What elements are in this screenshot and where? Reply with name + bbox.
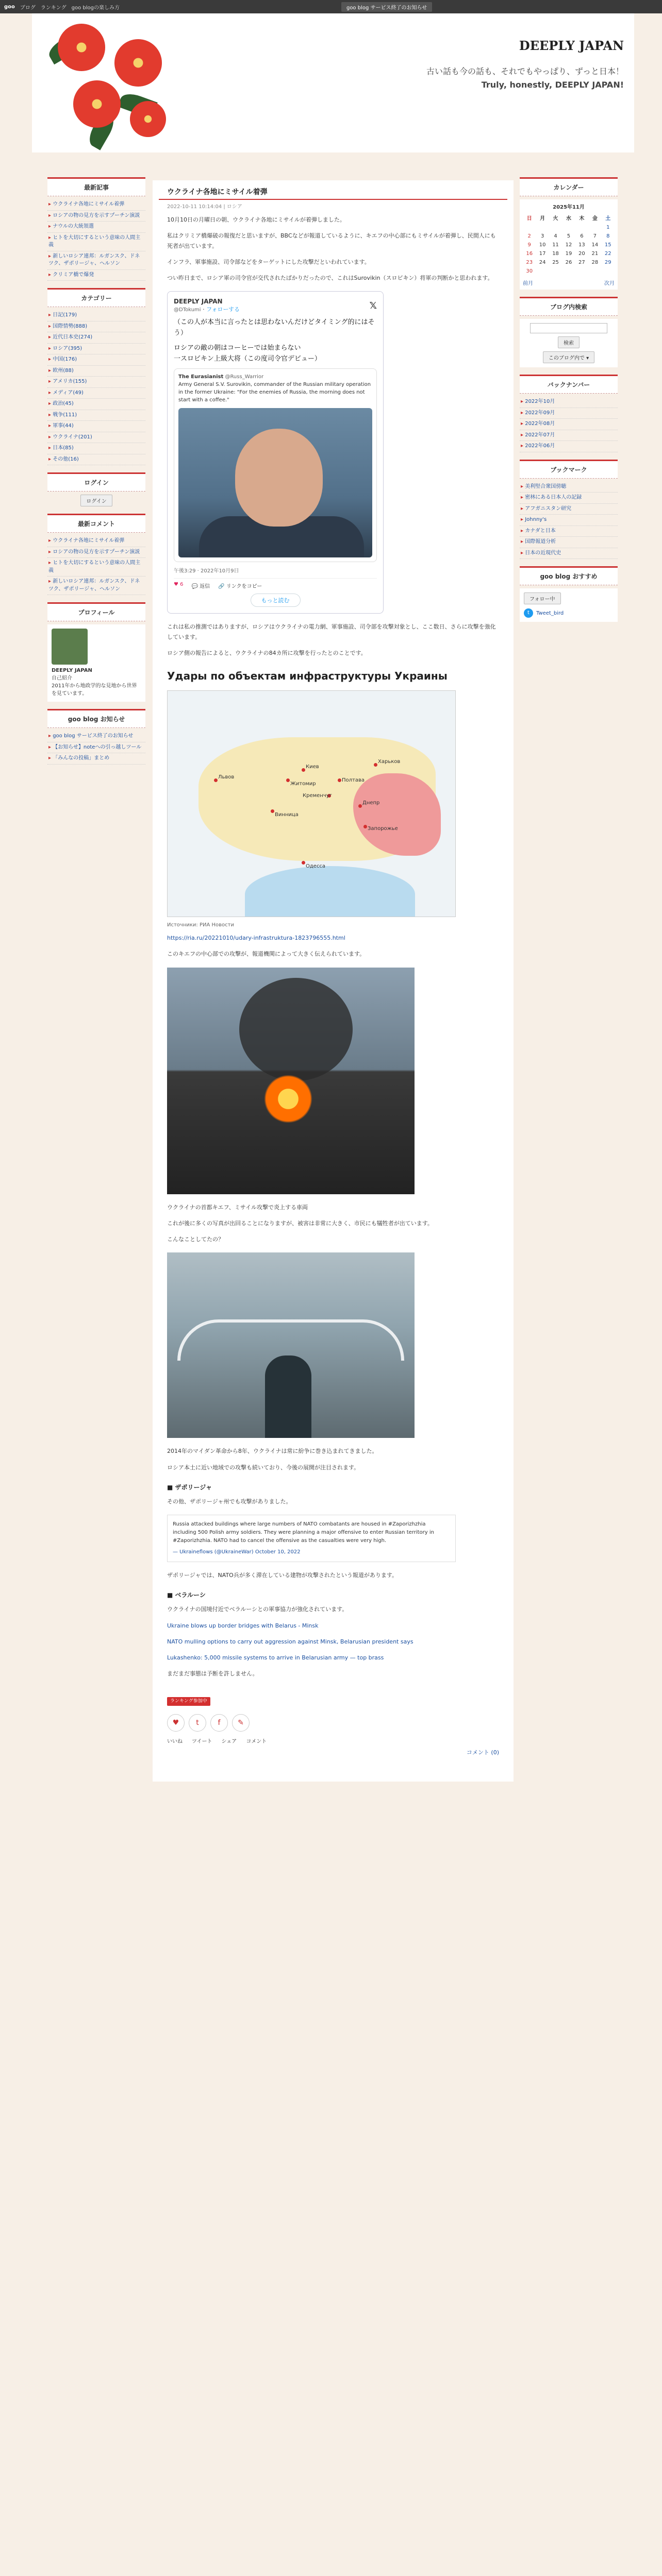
calendar-dayname: 木	[579, 216, 585, 222]
follow-button[interactable]: フォロー中	[524, 592, 561, 604]
calendar-day[interactable]: 10	[539, 242, 546, 248]
topbar-link-blog[interactable]: ブログ	[20, 5, 36, 11]
calendar-day[interactable]: 14	[591, 242, 599, 248]
calendar-day	[536, 223, 549, 232]
calendar-day[interactable]: 18	[552, 251, 559, 257]
calendar-day[interactable]: 4	[554, 233, 557, 239]
backnumber-list	[520, 397, 618, 452]
map-city-label: Одесса	[306, 863, 326, 870]
left-sidebar	[47, 170, 145, 765]
right-sidebar	[520, 170, 618, 622]
category-heading: カテゴリー	[47, 288, 145, 307]
calendar-dayname: 月	[540, 216, 545, 222]
read-more-button[interactable]: もっと読む	[251, 594, 301, 607]
map-city-label: Киев	[306, 764, 319, 770]
main-entry	[153, 180, 514, 1782]
calendar-day[interactable]: 13	[578, 242, 585, 248]
entry-paragraph: 私はクリミア橋爆破の報復だと思いますが、BBCなどが報道しているように、キエフの中心部にもミサイルが着弾し、民間人にも死者が出ています。	[167, 232, 496, 249]
calendar-prev-link[interactable]: 前月	[523, 281, 533, 286]
calendar-day	[562, 223, 575, 232]
tweet-byline[interactable]: — Ukraineflows (@UkraineWar) October 10, 2022	[173, 1549, 301, 1555]
calendar-day[interactable]: 29	[604, 260, 611, 265]
comment-icon[interactable]: ✎	[232, 1714, 250, 1732]
goo-news-item[interactable]: ▸ 「みんなの投稿」まとめ	[47, 753, 145, 765]
category-item[interactable]: ▸ ウクライナ(201)	[47, 432, 145, 444]
backnumber-item[interactable]: ▸ 2022年10月	[520, 397, 618, 408]
bookmark-item[interactable]: ▸ 国際報道分析	[520, 537, 618, 548]
calendar-day	[588, 223, 601, 232]
bookmark-item[interactable]: ▸ 日本の近現代史	[520, 548, 618, 560]
twitter-link[interactable]: Tweet_bird	[536, 610, 564, 616]
map-city-label: Львов	[218, 774, 235, 781]
recent-post-item[interactable]: ▸ クリミア橋で爆発	[47, 270, 145, 281]
calendar	[520, 199, 618, 290]
goo-logo[interactable]: goo	[4, 4, 15, 10]
category-item[interactable]: ▸ メディア(49)	[47, 388, 145, 399]
backnumber-item[interactable]: ▸ 2022年09月	[520, 408, 618, 419]
entry-paragraph: 2014年のマイダン革命から8年、ウクライナは常に紛争に巻き込まれてきました。	[167, 1448, 378, 1455]
share-icon[interactable]: f	[210, 1714, 228, 1732]
search-scope-select[interactable]	[543, 351, 594, 363]
reply-label: 返信	[200, 584, 210, 590]
map-city-label: Житомир	[290, 781, 316, 787]
calendar-dayname: 金	[592, 216, 598, 222]
copy-link-label: リンクをコピー	[226, 584, 262, 590]
tweet-text-2: ロシアの敵の朝はコーヒーでは始まらない 一スロビキン上級大将（この度司令官デビュー）	[174, 344, 321, 363]
share-label: ツイート	[192, 1739, 212, 1745]
like-count: 6	[180, 582, 184, 588]
calendar-dayname: 土	[605, 216, 611, 222]
goo-recommend-heading: goo blog おすすめ	[520, 566, 618, 585]
service-end-notice[interactable]: goo blog サービス終了のお知らせ	[341, 2, 432, 12]
bookmark-item[interactable]: ▸ カナダと日本	[520, 526, 618, 537]
calendar-heading: カレンダー	[520, 177, 618, 196]
topbar-link-guide[interactable]: goo blogの楽しみ方	[71, 5, 120, 11]
calendar-day[interactable]: 23	[526, 260, 533, 265]
recent-post-item[interactable]: ▸ ヒトを大切にするという意味の人間主義	[47, 233, 145, 251]
map-city-label: Полтава	[342, 777, 365, 784]
calendar-dayname: 水	[566, 216, 571, 222]
calendar-day	[602, 267, 615, 276]
calendar-day[interactable]: 11	[552, 242, 559, 248]
recent-posts-list	[47, 199, 145, 281]
calendar-day[interactable]: 2	[527, 233, 531, 239]
calendar-day	[549, 223, 562, 232]
backnumber-item[interactable]: ▸ 2022年06月	[520, 441, 618, 452]
category-item[interactable]: ▸ 中国(176)	[47, 354, 145, 366]
calendar-day[interactable]: 1	[606, 225, 610, 230]
backnumber-heading: バックナンバー	[520, 375, 618, 394]
goo-news-item[interactable]: ▸ goo blog サービス終了のお知らせ	[47, 731, 145, 742]
recent-posts-heading: 最新記事	[47, 177, 145, 196]
category-item[interactable]: ▸ 近代日本史(274)	[47, 332, 145, 344]
blog-search-heading: ブログ内検索	[520, 297, 618, 316]
goo-news-item[interactable]: ▸ 【お知らせ】noteへの引っ越しツール	[47, 742, 145, 754]
recent-post-item[interactable]: ▸ 新しいロシア連邦：ルガンスク、ドネツク、ザポリージャ、ヘルソン	[47, 251, 145, 270]
search-scope-value: このブログ内で	[548, 355, 585, 361]
section-zaporizhzhia-heading: ■ ザポリージャ	[167, 1483, 212, 1491]
quoted-tweet-text: Army General S.V. Surovikin, commander of the Russian military operation in the former Ukraine: "For the enemies of Russia, the morning does not start with a coffee."	[178, 382, 371, 403]
copy-link-button[interactable]: 🔗 リンクをコピー	[218, 584, 262, 590]
embedded-tweet-text[interactable]	[167, 1515, 456, 1562]
profile-note: 2011年から地政学的な見地から世界を見ています。	[52, 683, 137, 697]
calendar-day[interactable]: 8	[606, 233, 610, 239]
profile-avatar	[52, 629, 88, 665]
calendar-day	[588, 267, 601, 276]
calendar-dayname: 日	[526, 216, 532, 222]
site-subtitle: 古い話も今の話も、それでもやっぱり、ずっと日本！	[426, 66, 624, 76]
news-link[interactable]: Ukraine blows up border bridges with Belarus - Minsk	[167, 1622, 319, 1629]
entry-paragraph: こんなことしてたの？	[167, 1236, 224, 1243]
calendar-day	[562, 267, 575, 276]
calendar-day[interactable]: 30	[526, 268, 533, 274]
tweet-handle: @DTokumi	[174, 307, 201, 313]
calendar-day[interactable]: 28	[591, 260, 599, 265]
recent-post-item[interactable]: ▸ ロシアの物の見方を示すプーチン演説	[47, 211, 145, 222]
tweet-body: Russia attacked buildings where large numbers of NATO combatants are housed in #Zaporizhzhia including 500 Polish army soldiers. They were planning a major offensive to enter Russian territory in #Zaporizhzhia. NATO had to cancel the offensive as the casualties were very high.	[173, 1521, 434, 1544]
calendar-day[interactable]: 21	[591, 251, 599, 257]
site-description	[426, 65, 624, 91]
login-heading: ログイン	[47, 472, 145, 492]
category-item[interactable]: ▸ 日記(179)	[47, 310, 145, 321]
chevron-down-icon: ▾	[586, 355, 589, 361]
backnumber-item[interactable]: ▸ 2022年08月	[520, 419, 618, 430]
entry-paragraph: その他、ザポリージャ州でも攻撃がありました。	[167, 1498, 292, 1505]
kyiv-fire-photo	[167, 968, 415, 1194]
calendar-day[interactable]: 26	[565, 260, 572, 265]
backnumber-item[interactable]: ▸ 2022年07月	[520, 430, 618, 442]
x-logo-icon[interactable]: 𝕏	[369, 300, 377, 311]
bookmark-heading: ブックマーク	[520, 460, 618, 479]
login-button[interactable]: ログイン	[80, 495, 112, 506]
comment-item[interactable]: ▸ ヒトを大切にするという意味の人間主義	[47, 558, 145, 577]
kyiv-bridge-photo	[167, 1252, 415, 1438]
category-list	[47, 310, 145, 465]
category-item[interactable]: ▸ 戦争(111)	[47, 410, 145, 421]
tweet-text: （この人が本当に言ったとは思わないんだけどタイミング的にはそう）	[174, 318, 375, 337]
calendar-day[interactable]: 16	[526, 251, 533, 257]
comment-item[interactable]: ▸ ウクライナ各地にミサイル着弾	[47, 536, 145, 547]
entry-paragraph: これは私の推測ではありますが、ロシアはウクライナの電力網、軍事施設、司令部を攻撃対象とし、ここ数日、さらに攻撃を強化しています。	[167, 623, 496, 640]
calendar-day[interactable]: 19	[565, 251, 572, 257]
calendar-day	[549, 267, 562, 276]
blog-search-input[interactable]	[530, 323, 607, 333]
calendar-day[interactable]: 7	[593, 233, 597, 239]
ria-map-title: Удары по объектам инфраструктуры Украины	[167, 670, 448, 683]
category-item[interactable]: ▸ 政治(45)	[47, 399, 145, 410]
reply-button[interactable]: 💬 返信	[191, 584, 210, 590]
site-title[interactable]: DEEPLY JAPAN	[519, 38, 624, 53]
blog-search-button[interactable]: 検索	[558, 336, 580, 348]
ria-article-link[interactable]: https://ria.ru/20221010/udary-infrastruktura-1823796555.html	[167, 935, 345, 942]
quoted-tweet-handle: @Russ_Warrior	[225, 374, 264, 380]
calendar-day[interactable]: 22	[604, 251, 611, 257]
recent-post-item[interactable]: ▸ ナウルの大統領選	[47, 222, 145, 233]
profile-self-intro: 自己紹介	[52, 675, 72, 681]
like-icon[interactable]: ♥	[167, 1714, 185, 1732]
calendar-day[interactable]: 17	[539, 251, 546, 257]
entry-paragraph: インフラ、軍事施設、司令部などをターゲットにした攻撃だといわれています。	[167, 258, 370, 265]
calendar-day[interactable]: 5	[567, 233, 571, 239]
calendar-month: 2025年11月	[553, 205, 585, 210]
share-label: いいね	[167, 1739, 183, 1745]
entry-paragraph: ロシア側の報告によると、ウクライナの84カ所に攻撃を行ったとのことです。	[167, 649, 367, 656]
calendar-day[interactable]: 27	[578, 260, 585, 265]
entry-paragraph: ザポリージャでは、NATO兵が多く滞在している建物が攻撃されたという報道があります。	[167, 1572, 398, 1579]
map-city-label: Винница	[275, 812, 299, 818]
entry-paragraph: ウクライナの国境付近でベラルーシとの軍事協力が強化されています。	[167, 1606, 348, 1613]
bookmark-list	[520, 482, 618, 560]
bookmark-item[interactable]: ▸ アフガニスタン研究	[520, 504, 618, 515]
category-item[interactable]: ▸ アメリカ(155)	[47, 377, 145, 388]
site-header	[32, 13, 634, 152]
site-subtitle-en: Truly, honestly, DEEPLY JAPAN!	[481, 79, 624, 90]
calendar-day[interactable]: 3	[540, 233, 544, 239]
calendar-day	[575, 223, 588, 232]
topbar-link-ranking[interactable]: ランキング	[40, 5, 67, 11]
calendar-day[interactable]: 20	[578, 251, 585, 257]
calendar-dayname: 火	[553, 216, 558, 222]
profile-name[interactable]: DEEPLY JAPAN	[52, 668, 92, 673]
map-source-caption: Источники: РИА Новости	[167, 922, 234, 928]
comment-count-link[interactable]: コメント (0)	[466, 1749, 499, 1756]
like-icon[interactable]: ♥ 6	[174, 582, 184, 588]
goo-news-heading: goo blog お知らせ	[47, 709, 145, 728]
camellia-header-image	[42, 19, 176, 147]
calendar-day[interactable]: 24	[539, 260, 546, 265]
tweet-follow-link[interactable]: フォローする	[206, 306, 240, 313]
embedded-tweet[interactable]: DEEPLY JAPAN @DTokumi · フォローする 𝕏 （この人が本当に言ったとは思わないんだけどタイミング的にはそう） ロシアの敵の朝はコーヒーでは始まらない 一スロビキン上級大将（この度司令官デビュー） The Eurasianist @Russ_Warrior Army General S.V. Surovikin, commander of the Russian military operation in the former Ukraine: "For the enemies of Russia, the morning does not start with a coffee." 午後3:29 · 2022年10月9日 ♥ 6 💬 返信 🔗 リンクをコピー もっと読む	[167, 291, 384, 614]
calendar-day[interactable]: 12	[565, 242, 572, 248]
category-item[interactable]: ▸ 軍事(44)	[47, 421, 145, 432]
map-city-label: Днепр	[362, 800, 380, 806]
bookmark-item[interactable]: ▸ 美利堅合衆国傍聴	[520, 482, 618, 493]
category-item[interactable]: ▸ ロシア(395)	[47, 344, 145, 355]
top-bar	[0, 0, 662, 13]
entry-title[interactable]: ウクライナ各地にミサイル着弾	[159, 180, 507, 200]
tweet-account-name[interactable]: DEEPLY JAPAN	[174, 298, 223, 306]
bookmark-item[interactable]: ▸ 密林にある日本人の記録	[520, 493, 618, 504]
news-link[interactable]: Lukashenko: 5,000 missile systems to arrive in Belarusian army — top brass	[167, 1654, 384, 1662]
share-label: シェア	[221, 1739, 237, 1745]
bookmark-item[interactable]: ▸ Johnny's	[520, 515, 618, 526]
comment-item[interactable]: ▸ ロシアの物の見方を示すプーチン演説	[47, 547, 145, 558]
entry-paragraph: まだまだ事態は予断を許しません。	[167, 1670, 258, 1677]
category-item[interactable]: ▸ その他(16)	[47, 454, 145, 466]
tweet-time: 午後3:29 · 2022年10月9日	[174, 568, 239, 574]
ukraine-strike-map	[167, 690, 456, 917]
entry-paragraph: 10月10日の月曜日の朝、ウクライナ各地にミサイルが着弾しました。	[167, 216, 345, 223]
share-buttons	[153, 1709, 514, 1737]
entry-paragraph: これが後に多くの写真が出回ることになりますが、被害は非常に大きく、市民にも犠牲者が出ています。	[167, 1219, 433, 1227]
category-item[interactable]: ▸ 日本(85)	[47, 443, 145, 454]
calendar-day[interactable]: 25	[552, 260, 559, 265]
ranking-badge[interactable]: ランキング参加中	[167, 1697, 210, 1706]
calendar-day[interactable]: 15	[604, 242, 611, 248]
share-label: コメント	[246, 1739, 267, 1745]
recent-post-item[interactable]: ▸ ウクライナ各地にミサイル着弾	[47, 199, 145, 211]
latest-comments-heading: 最新コメント	[47, 514, 145, 533]
map-city-label: Запорожье	[368, 826, 398, 832]
quoted-tweet-user: The Eurasianist	[178, 374, 224, 380]
comment-item[interactable]: ▸ 新しいロシア連邦：ルガンスク、ドネツク、ザポリージャ、ヘルソン	[47, 577, 145, 595]
section-belarus-heading: ■ ベラルーシ	[167, 1591, 206, 1599]
calendar-day	[536, 267, 549, 276]
calendar-next-link[interactable]: 次月	[604, 281, 615, 286]
entry-paragraph: このキエフの中心部での攻撃が、報道機関によって大きく伝えられています。	[167, 951, 366, 958]
entry-paragraph: ウクライナの首都キエフ、ミサイル攻撃で炎上する車両	[167, 1204, 308, 1211]
calendar-day	[523, 223, 536, 232]
calendar-day[interactable]: 9	[527, 242, 531, 248]
category-item[interactable]: ▸ 欧州(88)	[47, 366, 145, 377]
entry-meta: 2022-10-11 10:14:04 | ロシア	[167, 204, 242, 210]
general-portrait-image	[178, 408, 372, 557]
entry-paragraph: ロシア本土に近い地域での攻撃も続いており、今後の展開が注目されます。	[167, 1464, 360, 1471]
entry-paragraph: つい昨日まで、ロシア軍の司令官が交代されたばかりだったので、これはSurovikin（スロビキン）将軍の判断かと思われます。	[167, 275, 493, 281]
twitter-bird-icon[interactable]: t	[524, 608, 533, 618]
calendar-day	[575, 267, 588, 276]
map-city-label: Кременчуг	[303, 793, 332, 799]
calendar-day[interactable]: 6	[580, 233, 584, 239]
quoted-tweet[interactable]	[174, 368, 377, 562]
latest-comments-list	[47, 536, 145, 595]
tweet-share-icon[interactable]: t	[189, 1714, 206, 1732]
map-city-label: Харьков	[378, 759, 401, 765]
category-item[interactable]: ▸ 国際情勢(888)	[47, 321, 145, 333]
profile-heading: プロフィール	[47, 602, 145, 621]
goo-news-list	[47, 731, 145, 765]
calendar-table	[523, 212, 615, 276]
news-link[interactable]: NATO mulling options to carry out aggression against Minsk, Belarusian president says	[167, 1638, 413, 1645]
